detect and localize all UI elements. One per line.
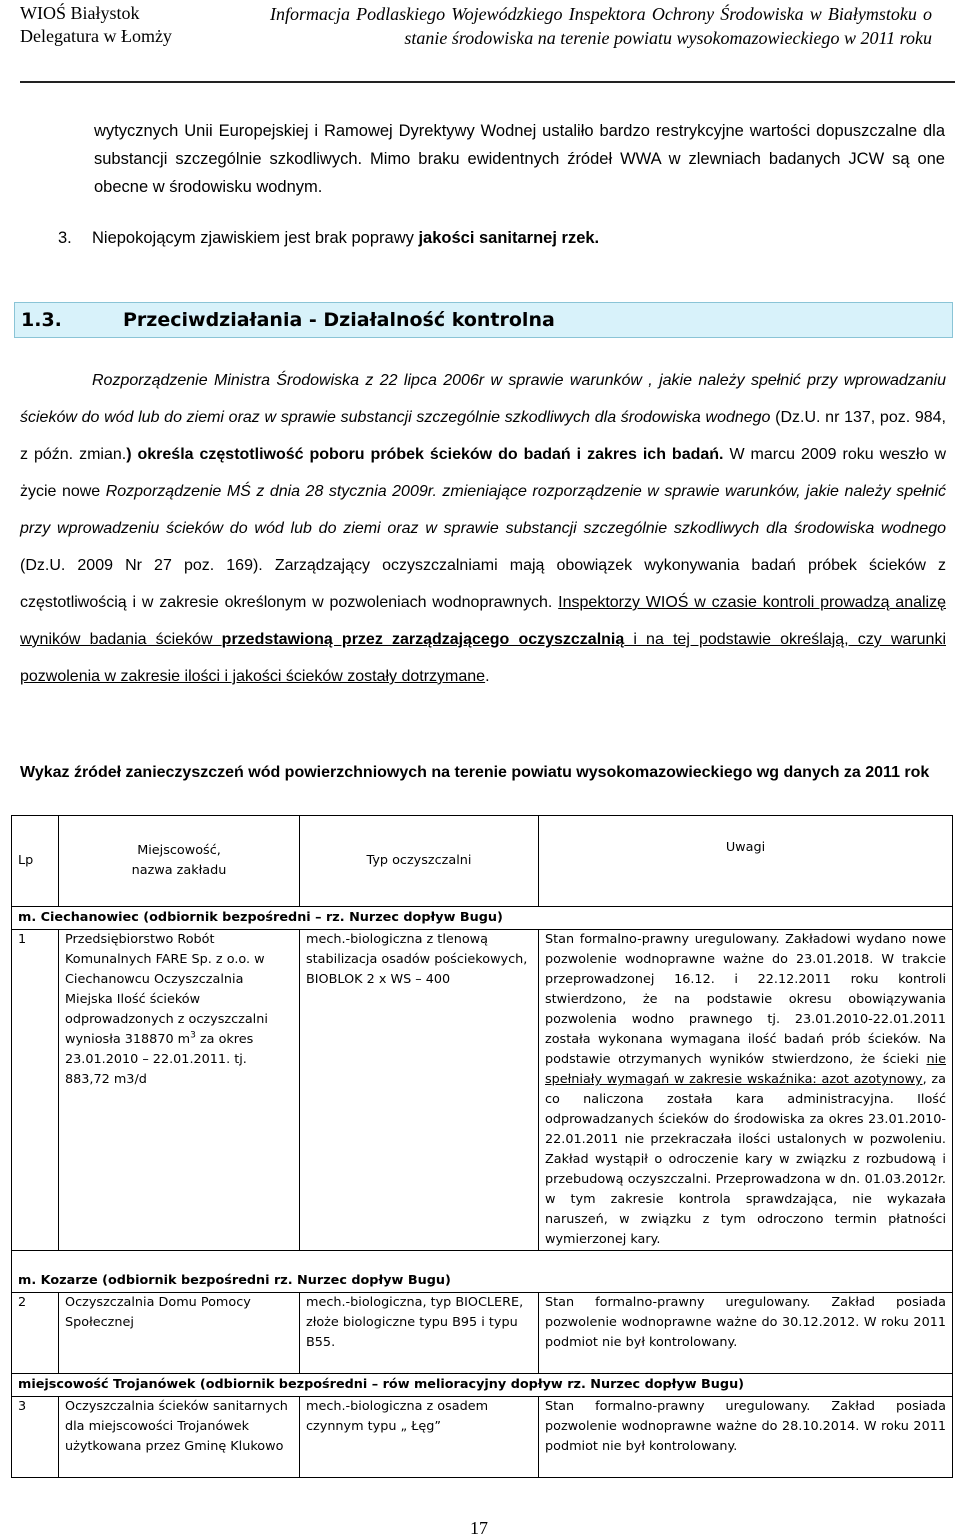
group-label: m. Ciechanowiec (odbiornik bezpośredni – rz. Nurzec dopływ Bugu) <box>12 907 953 930</box>
cell-name-tail: za okres 23.01.2010 – 22.01.2011. tj. 883,72 m3/d <box>65 1032 254 1087</box>
notes-text-b: , za co naliczona została kara administracyjna. Ilość odprowadzanych ścieków do środowiska za okres 23.01.2010-22.01.2011 nie przekraczała ilości ustalonych w pozwoleniu. Zakład wystąpił o odroczenie kary w związku z rozbudową i przebudową oczyszczalni. Przeprowadzona w dn. 01.03.2012r. w tym zakresie kontrola sprawdzająca, nie wykazała naruszeń, w związku z tym odroczono termin płatności wymierzonej kary. <box>545 1072 946 1247</box>
list-item-emphasis: jakości sanitarnej rzek. <box>418 229 600 247</box>
header-name <box>59 816 300 907</box>
list-item-number: 3. <box>58 229 72 247</box>
intro-text: wytycznych Unii Europejskiej i Ramowej Dyrektywy Wodnej ustaliło bardzo restrykcyjne wartości dopuszczalne dla substancji szczególnie szkodliwych. Mimo braku ewidentnych źródeł WWA w zlewniach badanych JCW są one obecne w środowisku wodnym. <box>94 122 945 196</box>
section-title: Przeciwdziałania - Działalność kontrolna <box>123 309 555 331</box>
header-branch: Delegatura w Łomży <box>20 26 172 46</box>
body-paragraph <box>20 362 946 695</box>
cell-lp: 2 <box>12 1293 59 1374</box>
inspectors-statement-a: Inspektorzy WIOŚ w czasie kontroli prowadzą analizę wyników badania ścieków <box>20 594 946 648</box>
page-header <box>0 0 960 86</box>
intro-paragraph <box>94 117 945 201</box>
group-label: m. Kozarze (odbiornik bezpośredni rz. Nurzec dopływ Bugu) <box>12 1251 953 1293</box>
inspectors-statement-bold: przedstawioną przez zarządzającego oczyszczalnią <box>221 631 625 648</box>
regulation-2009-title: Rozporządzenie MŚ z dnia 28 stycznia 2009r. zmieniające rozporządzenie w sprawie warunków, jakie należy spełnić przy wprowadzeniu ścieków do wód lub do ziemi oraz w sprawie substancji szczególnie szkodliwych dla środowiska wodnego <box>20 483 947 537</box>
section-heading <box>14 302 953 338</box>
table-caption: Wykaz źródeł zanieczyszczeń wód powierzchniowych na terenie powiatu wysokomazowieckiego wg danych za 2011 rok <box>20 764 930 781</box>
inspectors-statement-b: i na tej podstawie określają, czy warunki pozwolenia w zakresie ilości i jakości ścieków zostały dotrzymane <box>20 631 946 685</box>
sentence-end: . <box>485 668 490 685</box>
regulation-2006-ref: (Dz.U. nr 137, poz. 984, z późn. zmian. <box>20 409 946 463</box>
cell-notes: Stan formalno-prawny uregulowany. Zakład posiada pozwolenie wodnoprawne ważne do 30.12.2012. W roku 2011 podmiot nie był kontrolowany. <box>539 1293 953 1374</box>
cell-lp: 3 <box>12 1397 59 1478</box>
section-number: 1.3. <box>21 309 62 331</box>
header-type: Typ oczyszczalni <box>300 816 539 907</box>
group-label: miejscowość Trojanówek (odbiornik bezpośredni – rów melioracyjny dopływ rz. Nurzec dopływ Bugu) <box>12 1374 953 1397</box>
table-row <box>12 1397 953 1478</box>
cell-name: Oczyszczalnia ścieków sanitarnych dla miejscowości Trojanówek użytkowana przez Gminę Klukowo <box>59 1397 300 1478</box>
operators-obligation: Zarządzający oczyszczalniami mają obowiązek wykonywania badań próbek ścieków z częstotliwością i w zakresie określonym w pozwoleniach wodnoprawnych. <box>20 557 947 611</box>
page-number: 17 <box>470 1518 488 1538</box>
cell-name <box>59 930 300 1251</box>
regulation-2006-title: Rozporządzenie Ministra Środowiska z 22 lipca 2006r w sprawie warunków , jakie należy spełnić przy wprowadzaniu ścieków do wód lub do ziemi oraz w sprawie substancji szczególnie szkodliwych dla środowiska wodnego <box>20 372 946 426</box>
cell-type: mech.-biologiczna z osadem czynnym typu „ Łęg” <box>300 1397 539 1478</box>
cell-type: mech.-biologiczna z tlenową stabilizacja osadów pościekowych, BIOBLOK 2 x WS – 400 <box>300 930 539 1251</box>
cell-name-text: Przedsiębiorstwo Robót Komunalnych FARE Sp. z o.o. w Ciechanowcu Oczyszczalnia Miejska Ilość ścieków odprowadzonych z oczyszczalni wyniosła 318870 m <box>65 932 268 1047</box>
table-row <box>12 1293 953 1374</box>
header-lp: Lp <box>12 816 59 907</box>
cell-lp: 1 <box>12 930 59 1251</box>
table-group-row <box>12 907 953 930</box>
table-row <box>12 930 953 1251</box>
header-divider <box>20 81 955 83</box>
header-report-title: Informacja Podlaskiego Wojewódzkiego Inspektora Ochrony Środowiska w Białymstoku o stanie środowiska na terenie powiatu wysokomazowieckiego w 2011 roku <box>270 4 932 48</box>
header-name-line2: nazwa zakładu <box>131 863 227 878</box>
list-item-text: Niepokojącym zjawiskiem jest brak poprawy <box>92 229 419 247</box>
cell-name: Oczyszczalnia Domu Pomocy Społecznej <box>59 1293 300 1374</box>
cell-notes <box>539 930 953 1251</box>
cell-type: mech.-biologiczna, typ BIOCLERE, złoże biologiczne typu B95 i typu B55. <box>300 1293 539 1374</box>
header-notes: Uwagi <box>539 816 953 907</box>
cell-notes: Stan formalno-prawny uregulowany. Zakład posiada pozwolenie wodnoprawne ważne do 28.10.2014. W roku 2011 podmiot nie był kontrolowany. <box>539 1397 953 1478</box>
cell-name-superscript: 3 <box>190 1030 196 1041</box>
pollution-sources-table <box>11 815 953 1478</box>
body-text <box>20 362 946 695</box>
table-group-row <box>12 1374 953 1397</box>
table-group-row <box>12 1251 953 1293</box>
header-name-line1: Miejscowość, <box>137 843 221 858</box>
list-item-3 <box>58 224 599 252</box>
notes-violation: nie spełniały wymagań w zakresie wskaźnika: azot azotynowy <box>545 1052 946 1087</box>
header-left <box>20 2 172 48</box>
regulation-2009-ref: (Dz.U. 2009 Nr 27 poz. 169). <box>20 557 263 574</box>
regulation-2009-intro: W marcu 2009 roku weszło w życie nowe <box>20 446 947 500</box>
table-header-row <box>12 816 953 907</box>
notes-text-a: Stan formalno-prawny uregulowany. Zakładowi wydano nowe pozwolenie wodnoprawne ważne do 23.01.2018. W trakcie przeprowadzonej 16.12. i 22.12.2011 roku kontroli stwierdzono, że na podstawie okresu obowiązywania pozwolenia wodno prawnego tj. 23.01.2010-22.01.2011 została wykonana wymagana ilość badań prób ścieków. Na podstawie otrzymanych wyników stwierdzono, że ścieki <box>545 932 946 1067</box>
header-org: WIOŚ Białystok <box>20 3 140 23</box>
sampling-statement: ) określa częstotliwość poboru próbek ścieków do badań i zakres ich badań. <box>126 446 724 463</box>
